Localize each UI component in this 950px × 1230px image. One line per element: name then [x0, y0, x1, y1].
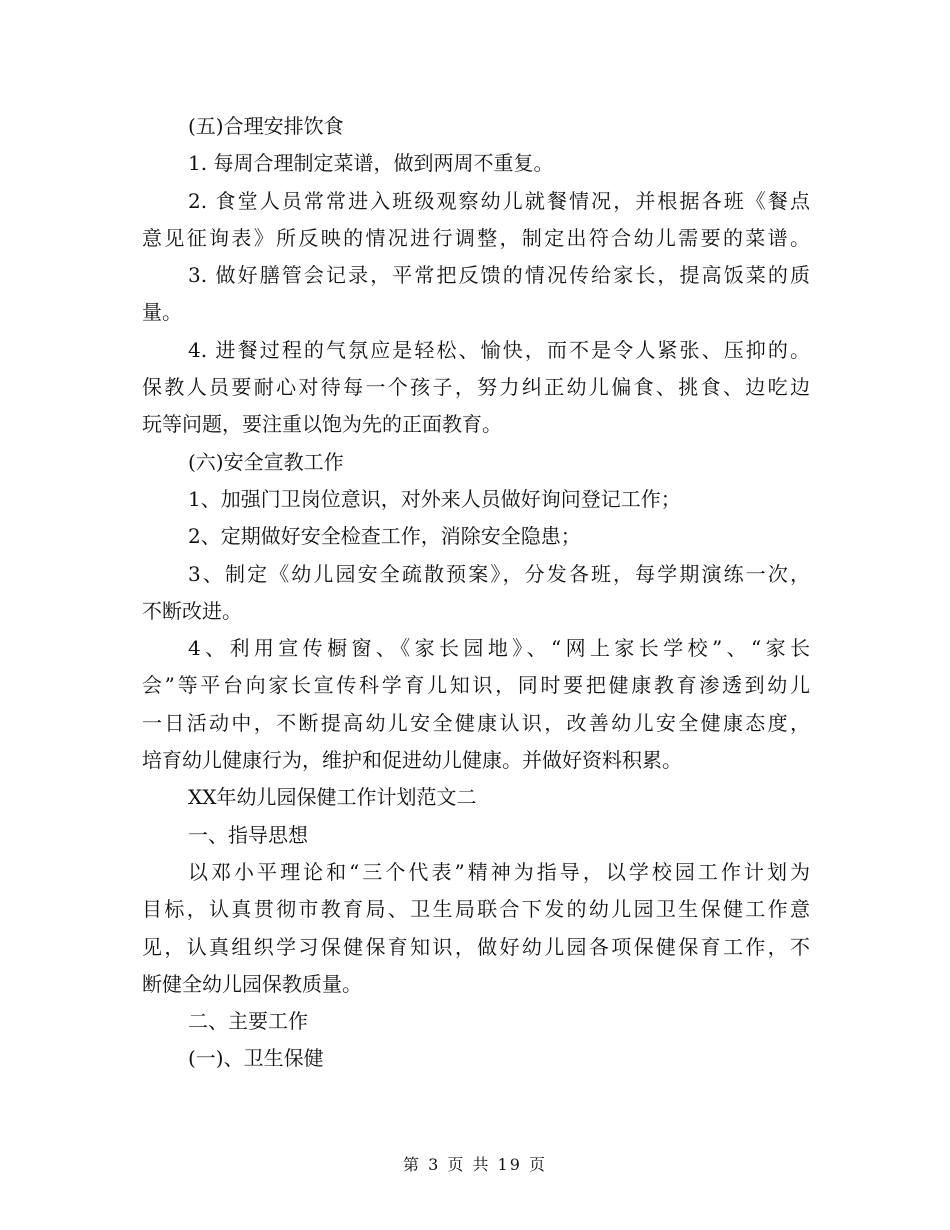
- document-subtitle: XX年幼儿园保健工作计划范文二: [188, 785, 477, 810]
- paragraph-line: 2. 食堂人员常常进入班级观察幼儿就餐情况，并根据各班《餐点: [188, 188, 810, 213]
- paragraph-line: 以邓小平理论和“三个代表”精神为指导，以学校园工作计划为: [188, 859, 810, 884]
- paragraph-line: 意见征询表》所反映的情况进行调整，制定出符合幼儿需要的菜谱。: [142, 225, 810, 250]
- paragraph-line: 不断改进。: [142, 598, 242, 623]
- paragraph-line: 一日活动中，不断提高幼儿安全健康认识，改善幼儿安全健康态度，: [142, 710, 810, 735]
- section-heading-guiding-thought: 一、指导思想: [188, 822, 308, 847]
- section-heading-diet: (五)合理安排饮食: [188, 114, 344, 138]
- paragraph-line: 4. 进餐过程的气氛应是轻松、愉快，而不是令人紧张、压抑的。: [188, 337, 810, 362]
- paragraph-line: 3、制定《幼儿园安全疏散预案》，分发各班，每学期演练一次，: [188, 561, 810, 586]
- paragraph-line: 玩等问题，要注重以饱为先的正面教育。: [142, 412, 502, 437]
- paragraph-line: 会”等平台向家长宣传科学育儿知识，同时要把健康教育渗透到幼儿: [142, 673, 810, 698]
- paragraph-line: 2、定期做好安全检查工作，消除安全隐患；: [188, 524, 581, 549]
- document-body: [142, 108, 810, 1078]
- paragraph-line: 断健全幼儿园保教质量。: [142, 971, 362, 996]
- paragraph-line: 目标，认真贯彻市教育局、卫生局联合下发的幼儿园卫生保健工作意: [142, 897, 810, 922]
- section-heading-main-work: 二、主要工作: [188, 1009, 308, 1034]
- paragraph-line: 量。: [142, 300, 182, 325]
- paragraph-line: 1. 每周合理制定菜谱，做到两周不重复。: [188, 151, 554, 176]
- paragraph-line: 保教人员要耐心对待每一个孩子，努力纠正幼儿偏食、挑食、边吃边: [142, 375, 810, 400]
- section-heading-hygiene: (一)、卫生保健: [188, 1046, 324, 1071]
- paragraph-line: 培育幼儿健康行为，维护和促进幼儿健康。并做好资料积累。: [142, 748, 682, 773]
- section-heading-safety: (六)安全宣教工作: [188, 449, 344, 474]
- paragraph-line: 3. 做好膳管会记录，平常把反馈的情况传给家长，提高饭菜的质: [188, 263, 810, 288]
- paragraph-line: 见，认真组织学习保健保育知识，做好幼儿园各项保健保育工作，不: [142, 934, 810, 959]
- page-footer: 第 3 页 共 19 页: [403, 1155, 547, 1174]
- paragraph-line: 4、利用宣传橱窗、《家长园地》、“网上家长学校”、“家长: [188, 636, 810, 661]
- paragraph-line: 1、加强门卫岗位意识，对外来人员做好询问登记工作；: [188, 486, 681, 511]
